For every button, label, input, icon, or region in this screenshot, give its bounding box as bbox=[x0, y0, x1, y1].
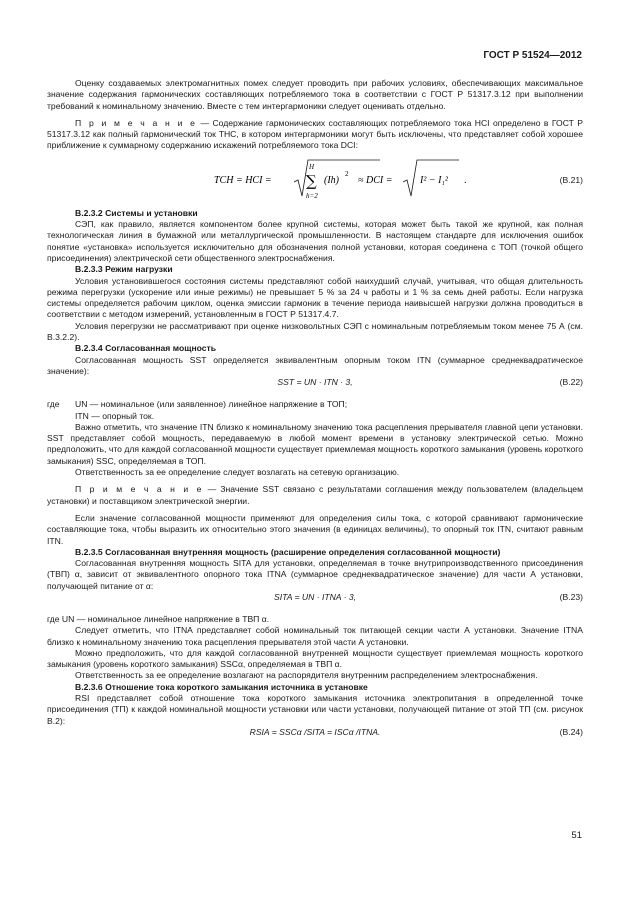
formula-b22-number: (В.22) bbox=[559, 377, 583, 388]
formula-b23 bbox=[47, 592, 583, 614]
page-content bbox=[47, 78, 583, 749]
note-sst bbox=[47, 484, 583, 507]
formula-b21-lhs: TCH = HCI = bbox=[214, 174, 272, 186]
formula-b22-expression: SST = UN · ITN · 3, bbox=[277, 377, 353, 388]
paragraph-b235-itna: Следует отметить, что ITNA представляет собой номинальный ток питающей секции части А установки. Значение ITNA близко к номинальному значению тока расцепления прерывателя этой части А установки. bbox=[47, 625, 583, 647]
paragraph-b235-ssc: Можно предположить, что для каждой согласованной внутренней мощности существует приемлемая мощность короткого замыкания (уровень короткого замыкания) SSCα, определяемая в ТВП α. bbox=[47, 647, 583, 670]
note-label: П р и м е ч а н и е bbox=[75, 484, 204, 495]
formula-b22 bbox=[47, 377, 583, 399]
standard-header: ГОСТ Р 51524—2012 bbox=[483, 50, 582, 61]
paragraph-b235: Согласованная внутренняя мощность SITA для установки, определяемая в точке внутрипроизводственного присоединения (ТВП) α, зависит от эквивалентного опорного тока ITNA (суммарное среднеквадратическое значение) для части А установки, получающей питание от α: bbox=[47, 558, 583, 591]
paragraph-b236: RSI представляет собой отношение тока короткого замыкания источника электропитания в определенной точке присоединения (ТП) к каждой номинальной мощности установки или части установки, получающей питание от этой ТП (см. рисунок В.2): bbox=[47, 693, 583, 726]
sum-sign: ∑ bbox=[306, 171, 317, 190]
where-itn-text: ITN — опорный ток. bbox=[75, 410, 155, 421]
where-b22-itn bbox=[47, 411, 583, 422]
paragraph-b234-responsibility: Ответственность за ее определение следует возлагать на сетевую организацию. bbox=[75, 467, 400, 478]
paragraph-b232: СЭП, как правило, является компонентом более крупной системы, которая может быть такой же крупной, как полная технологическая линия в бумажной или металлургической промышленности. В настоящем стандарте для исключения ошибок понятие «установка» используется исключительно для обозначения полной установки, которая соединена с ТОП (точкой общего присоединения) электрической сети общественного электроснабжения. bbox=[47, 219, 583, 263]
formula-b23-expression: SITA = UN · ITNA · 3, bbox=[273, 591, 357, 602]
paragraph-intro: Оценку создаваемых электромагнитных помех следует проводить при рабочих условиях, обеспечивающих максимальное значение содержания гармонических составляющих потребляемого тока в соответствии с ГОСТ Р 51317.3.12 при выполнении требований к номинальному значению. Вместе с тем интергармоники следует оценивать отдельно. bbox=[47, 78, 583, 111]
where-un-text: UN — номинальное (или заявленное) линейное напряжение в ТОП; bbox=[75, 399, 348, 410]
formula-b21-graphic bbox=[47, 156, 507, 206]
paragraph-b234-reference-current: Если значение согласованной мощности применяют для определения силы тока, с которой сравнивают гармонические составляющие тока, чтобы выразить их относительно этого значения (в единицах величины), то опорный ток ITN, считают равным ITN. bbox=[47, 512, 583, 546]
paragraph-b233-overload: Условия перегрузки не рассматривают при оценке низковольтных СЭП с номинальным потребляемым током менее 75 А (см. В.3.2.2). bbox=[47, 320, 583, 343]
formula-b21-number: (В.21) bbox=[559, 174, 583, 185]
note-label: П р и м е ч а н и е bbox=[75, 117, 198, 128]
sum-upper-limit: H bbox=[309, 162, 315, 171]
formula-b21 bbox=[47, 156, 583, 206]
formula-b21-dot: . bbox=[464, 174, 467, 186]
formula-b24 bbox=[47, 727, 583, 749]
formula-b21-rhs: I² − I₁² bbox=[420, 174, 448, 186]
heading-b232: В.2.3.2 Системы и установки bbox=[75, 207, 198, 218]
heading-b234: В.2.3.4 Согласованная мощность bbox=[75, 343, 217, 354]
heading-b236: В.2.3.6 Отношение тока короткого замыкания источника в установке bbox=[75, 681, 368, 692]
sum-term-exponent: 2 bbox=[345, 169, 349, 178]
heading-b233: В.2.3.3 Режим нагрузки bbox=[75, 264, 173, 275]
paragraph-b235-responsibility: Ответственность за ее определение возлагают на распорядителя внутренним распределением электроснабжения. bbox=[75, 670, 538, 681]
note-text: — Значение SST связано с результатами соглашения между пользователем (владельцем установки) и поставщиком электрической энергии. bbox=[47, 484, 583, 506]
paragraph-b234-itn: Важно отметить, что значение ITN близко к номинальному значению тока расцепления прерывателя главной цепи установки. SST представляет собой мощность, передаваемую в любой момент времени в установку электрической сетью. Можно предположить, что для каждой согласованной мощности существует приемлемая мощность короткого замыкания (уровень короткого замыкания) SSC, определяемая в ТОП. bbox=[47, 421, 583, 466]
formula-b23-number: (В.23) bbox=[559, 591, 583, 602]
formula-b24-number: (В.24) bbox=[559, 726, 583, 737]
formula-b24-expression: RSIA = SSCα /SITA = ISCα /ITNA. bbox=[249, 726, 381, 737]
page-number: 51 bbox=[571, 830, 582, 841]
paragraph-b233: Условия установившегося состояния системы представляют собой наихудший случай, учитывая, что общая длительность режима перегрузки (ускорение или иные режимы) не превышает 5 % за 24 ч работы и 1 % за семь дней работы. Если нагрузка системы определяется рабочим циклом, оценка эмиссии гармоник в течение периода наивысшей нагрузки должна проводиться в соответствии с методом измерений, установленным в ГОСТ Р 51317.4.7. bbox=[47, 275, 583, 320]
where-b23: где UN — номинальное линейное напряжение в ТВП α. bbox=[47, 613, 270, 624]
sum-lower-limit: h=2 bbox=[306, 191, 318, 200]
note-hci bbox=[47, 118, 583, 152]
paragraph-b234: Согласованная мощность SST определяется эквивалентным опорным током ITN (суммарное среднеквадратическое значение): bbox=[47, 354, 583, 376]
formula-b21-approx: ≈ DCI = bbox=[358, 174, 393, 186]
where-label: где bbox=[47, 399, 60, 410]
heading-b235: В.2.3.5 Согласованная внутренняя мощность (расширение определения согласованной мощности) bbox=[75, 546, 501, 557]
where-b22-un bbox=[47, 399, 583, 410]
sum-term: (Ih) bbox=[324, 174, 339, 186]
note-text: — Содержание гармонических составляющих потребляемого тока HCI определено в ГОСТ Р 51317.3.12 как полный гармонический ток THC, в котором интергармоники могут быть исключены, что представляет собой хорошее приближение к суммарному содержанию искажений потребляемого тока DCI: bbox=[47, 117, 583, 151]
